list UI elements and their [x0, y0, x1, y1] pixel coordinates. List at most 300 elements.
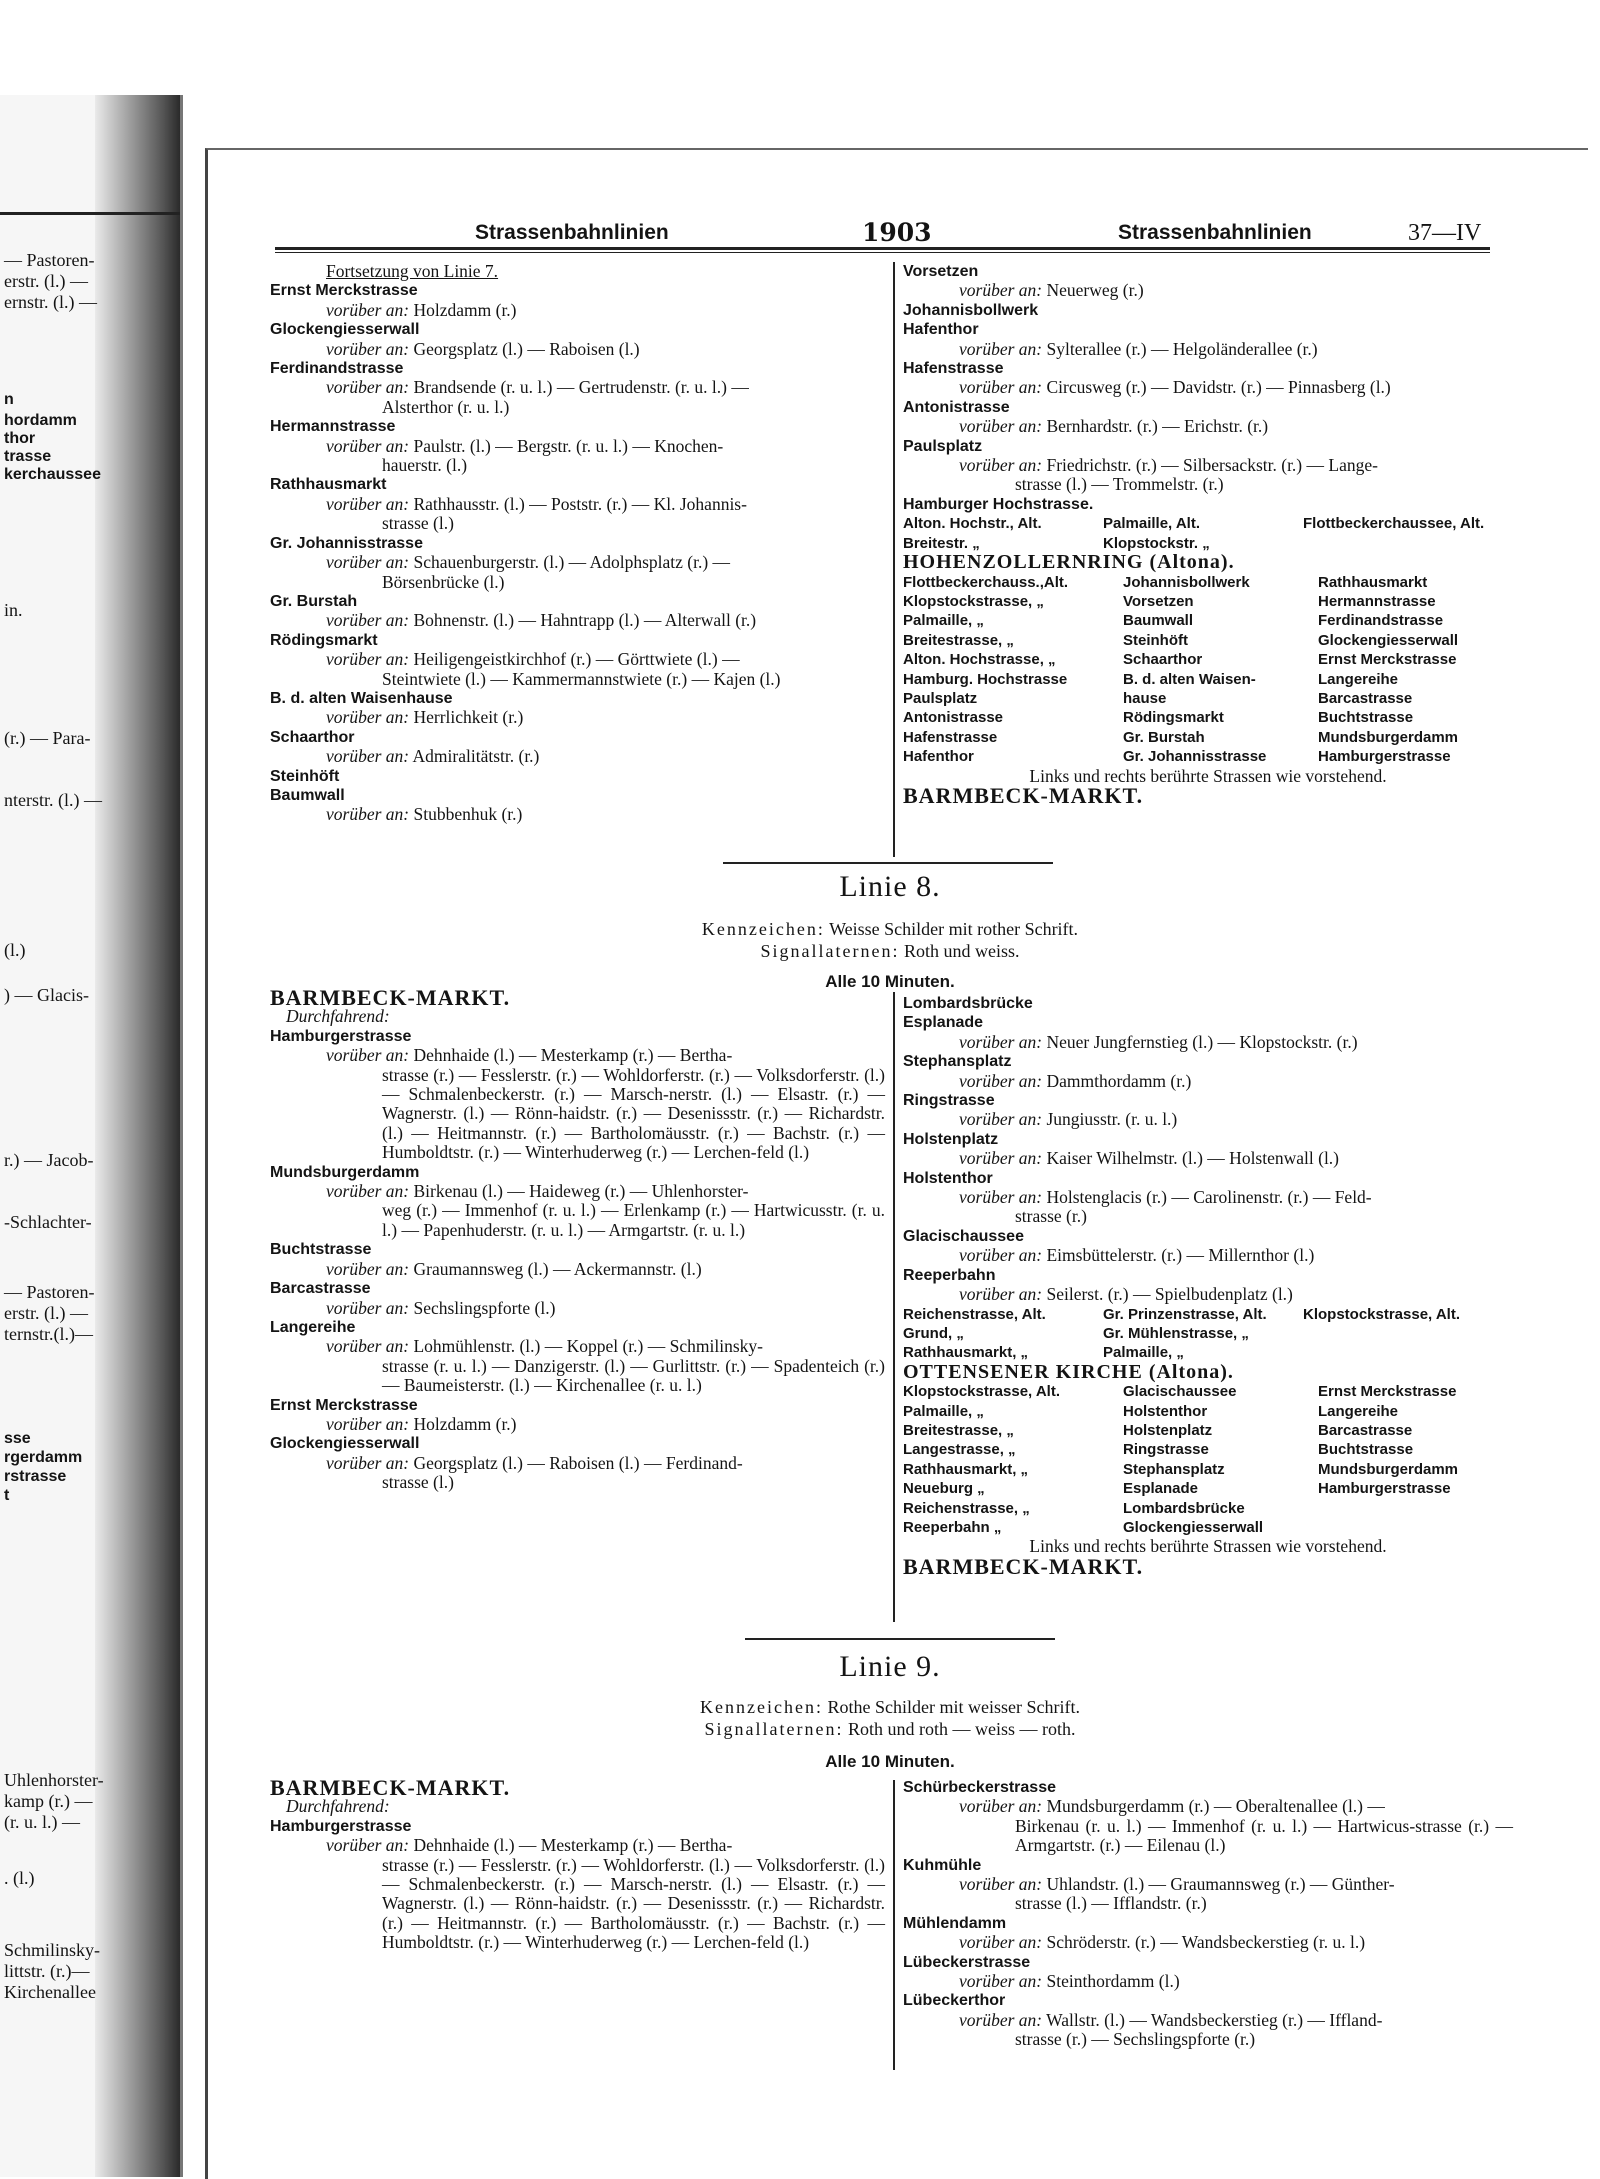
through-label: Durchfahrend: [286, 1796, 390, 1817]
stop-passing [270, 1836, 885, 1855]
passing-label: vorüber an: [959, 377, 1043, 398]
grid-cell: Ringstrasse [1123, 1441, 1209, 1459]
grid-cell: Gr. Burstah [1123, 728, 1205, 746]
stop-name: Schaarthor [270, 728, 355, 746]
stop-name: Baumwall [270, 786, 345, 804]
passing-continued: strasse (r.) — Sechslingspforte (r.) [1015, 2029, 1256, 2050]
passing-label: vorüber an: [326, 1413, 410, 1434]
stop-name: Hamburgerstrasse [270, 1817, 412, 1835]
passing-label: vorüber an: [326, 493, 410, 514]
grid-cell: Hamburgerstrasse [1318, 1480, 1451, 1498]
passing-label: vorüber an: [959, 1187, 1043, 1208]
passing-streets: Neuer Jungfernstieg (l.) — Klopstockstr. (r.) [1046, 1031, 1358, 1052]
header-left: Strassenbahnlinien [475, 221, 669, 244]
linie9-title: Linie 9. [839, 1650, 941, 1683]
passing-streets: Sylterallee (r.) — Helgoländerallee (r.) [1046, 338, 1318, 359]
passing-label: vorüber an: [326, 552, 410, 573]
stop-passing [270, 1454, 885, 1473]
stop-passing [903, 1285, 1513, 1304]
passing-continued: strasse (r. u. l.) — Danzigerstr. (l.) — Gurlittstr. (r.) — Spadenteich (r.) — Baumeisterstr. (l.) — Kirchenallee (r. u. l.) [382, 1355, 885, 1396]
stop-passing [270, 437, 885, 456]
linie8-kennzeichen-text: Weisse Schilder mit rother Schrift. [829, 919, 1079, 939]
through-label: Durchfahrend: [286, 1006, 390, 1027]
grid-cell: Schaarthor [1123, 651, 1203, 669]
passing-continued: hauerstr. (l.) [382, 455, 468, 476]
grid-cell [1303, 1324, 1513, 1343]
stop-name: Ferdinandstrasse [270, 360, 404, 378]
stop-name: Buchtstrasse [270, 1241, 372, 1259]
left-page-line: in. [4, 600, 23, 620]
grid-cell: Ferdinandstrasse [1318, 612, 1444, 630]
grid-cell: Hamburgerstrasse [1318, 748, 1451, 766]
header-rule [275, 247, 1490, 250]
stop-name: Hamburger Hochstrasse. [903, 495, 1094, 513]
stop-name: Lübeckerthor [903, 1992, 1006, 2010]
left-page-line: rstrasse [4, 1468, 67, 1485]
passing-continued: strasse (l.) [382, 1472, 454, 1493]
passing-streets: Neuerweg (r.) [1046, 280, 1144, 301]
stop-passing [270, 708, 885, 727]
grid-cell: hause [1123, 689, 1167, 707]
passing-continued: strasse (l.) — Trommelstr. (r.) [1015, 474, 1224, 495]
grid-cell: Hamburg. Hochstrasse [903, 670, 1068, 688]
linie9-interval: Alle 10 Minuten. [825, 1752, 955, 1771]
grid-cell: Rathhausmarkt [1318, 573, 1428, 591]
grid-cell: Klopstockstrasse, Alt. [1303, 1305, 1460, 1323]
stop-passing [270, 378, 885, 397]
passing-label: vorüber an: [959, 455, 1043, 476]
grid-cell: Langestrasse, „ [903, 1441, 1016, 1459]
header-rule-thin [275, 252, 1490, 253]
passing-streets: Brandsende (r. u. l.) — Gertrudenstr. (r. u. l.) — [413, 377, 749, 398]
passing-streets: Seilerst. (r.) — Spielbudenplatz (l.) [1046, 1284, 1293, 1305]
passing-streets: Holstenglacis (r.) — Carolinenstr. (r.) — Feld- [1046, 1187, 1372, 1208]
left-page-line: thor [4, 430, 36, 447]
passing-streets: Stubbenhuk (r.) [413, 804, 523, 825]
stop-name: Ernst Merckstrasse [270, 1396, 418, 1414]
stop-name: Barcastrasse [270, 1280, 371, 1298]
stop-passing [903, 1875, 1513, 1894]
stop-name: Reeperbahn [903, 1266, 996, 1284]
stop-name: Mühlendamm [903, 1914, 1007, 1932]
passing-streets: Circusweg (r.) — Davidstr. (r.) — Pinnasberg (l.) [1046, 377, 1391, 398]
grid-cell: Steinhöft [1123, 631, 1188, 649]
stop-passing [270, 1337, 885, 1356]
linie8-signal [560, 940, 1220, 962]
grid-cell: Palmaille, „ [903, 612, 984, 630]
grid-cell: Antonistrasse [903, 709, 1004, 727]
left-page-line: erstr. (l.) — [4, 1303, 88, 1323]
passing-label: vorüber an: [326, 1452, 410, 1473]
grid-cell: Breitestrasse, „ [903, 631, 1014, 649]
passing-label: vorüber an: [959, 2009, 1043, 2030]
left-page-line: trasse [4, 448, 52, 465]
passing-streets: Georgsplatz (l.) — Raboisen (l.) — Ferdinand- [413, 1452, 743, 1473]
altona-streets [903, 514, 1513, 553]
passing-label: vorüber an: [959, 280, 1043, 301]
passing-label: vorüber an: [326, 1297, 410, 1318]
grid-cell: Paulsplatz [903, 689, 978, 707]
grid-cell: Gr. Mühlenstrasse, „ [1103, 1324, 1249, 1342]
grid-cell: Buchtstrasse [1318, 709, 1414, 727]
start-station: BARMBECK-MARKT. [270, 1775, 511, 1800]
passing-label: vorüber an: [326, 1835, 410, 1856]
passing-continued: strasse (l.) [382, 513, 454, 534]
grid-cell [1318, 1518, 1513, 1537]
terminus: BARMBECK-MARKT. [903, 782, 1144, 808]
passing-label: vorüber an: [326, 1258, 410, 1279]
col-linie9-left [270, 1775, 885, 1953]
grid-cell: Rödingsmarkt [1123, 709, 1224, 727]
stop-passing [270, 611, 885, 630]
stop-name: Lübeckerstrasse [903, 1953, 1031, 1971]
grid-cell: Mundsburgerdamm [1318, 728, 1459, 746]
stop-name: Esplanade [903, 1014, 984, 1032]
grid-cell: Reeperbahn „ [903, 1518, 1002, 1536]
grid-cell: Flottbeckerchauss.,Alt. [903, 573, 1069, 591]
col-linie7-right [903, 262, 1513, 808]
stop-name: Kuhmühle [903, 1856, 982, 1874]
passing-label: vorüber an: [959, 338, 1043, 359]
stop-passing [903, 1933, 1513, 1952]
stop-name: Schürbeckerstrasse [903, 1779, 1056, 1796]
left-page-line: littstr. (r.)— [4, 1961, 90, 1981]
stop-name: Glacischaussee [903, 1227, 1024, 1245]
grid-cell: Buchtstrasse [1318, 1441, 1414, 1459]
stop-passing [903, 1110, 1513, 1129]
grid-cell: Breitestr. „ [903, 534, 980, 552]
passing-streets: Bernhardstr. (r.) — Erichstr. (r.) [1046, 416, 1269, 437]
left-page-line: Uhlenhorster- [4, 1770, 104, 1790]
left-page-line: kerchaussee [4, 466, 101, 483]
grid-cell: Palmaille, „ [903, 1402, 984, 1420]
passing-label: vorüber an: [959, 1284, 1043, 1305]
grid-cell: Glockengiesserwall [1318, 631, 1459, 649]
passing-streets: Steinthordamm (l.) [1046, 1971, 1180, 1992]
grid-cell: Alton. Hochstr., Alt. [903, 515, 1042, 533]
stop-name: Paulsplatz [903, 437, 983, 455]
zone-heading: HOHENZOLLERNRING (Altona). [903, 551, 1235, 574]
linie9-kennzeichen-label: Kennzeichen: [700, 1697, 823, 1717]
left-page-line: hordamm [4, 412, 77, 429]
book-binding [95, 95, 180, 2177]
passing-streets: Schröderstr. (r.) — Wandsbeckerstieg (r. u. l.) [1046, 1932, 1366, 1953]
altona-streets [903, 1305, 1513, 1363]
stop-passing [270, 1046, 885, 1065]
grid-cell: Reichenstrasse, Alt. [903, 1305, 1046, 1323]
stop-passing [903, 417, 1513, 436]
stop-name: Hermannstrasse [270, 418, 396, 436]
left-page-line: kamp (r.) — [4, 1791, 93, 1811]
stop-passing [270, 1260, 885, 1279]
grid-cell: Neueburg „ [903, 1480, 985, 1498]
stop-passing [270, 301, 885, 320]
grid-cell: Klopstockstrasse, „ [903, 592, 1044, 610]
passing-streets: Lohmühlenstr. (l.) — Koppel (r.) — Schmilinsky- [413, 1336, 763, 1357]
stop-name: Stephansplatz [903, 1053, 1012, 1071]
stop-name: Gr. Burstah [270, 592, 358, 610]
passing-label: vorüber an: [959, 1971, 1043, 1992]
linie8-signal-label: Signallaternen: [760, 941, 900, 961]
linie9-signal-label: Signallaternen: [704, 1719, 844, 1739]
stop-name: Vorsetzen [903, 263, 979, 280]
grid-cell: Rathhausmarkt, „ [903, 1460, 1029, 1478]
passing-label: vorüber an: [959, 416, 1043, 437]
passing-continued: Steintwiete (l.) — Kammermannstwiete (r.) — Kajen (l.) [382, 668, 781, 689]
grid-cell: Mundsburgerdamm [1318, 1460, 1459, 1478]
passing-label: vorüber an: [326, 804, 410, 825]
passing-streets: Bohnenstr. (l.) — Hahntrapp (l.) — Alterwall (r.) [413, 610, 757, 631]
return-note: Links und rechts berührte Strassen wie vorstehend. [1029, 765, 1387, 786]
passing-continued: strasse (r.) — Fesslerstr. (r.) — Wohldorferstr. (l.) — Volksdorferstr. (l.) — Schmalenbeckerstr. (r.) — Marsch-nerstr. (l.) — Elsastr. (r.) — Wagnerstr. (l.) — Rönn-haidstr. (r.) — Desenissstr. (r.) — Richardstr. (r.) — Heitmannstr. (r.) — Bartholomäusstr. (r.) — Bachstr. (r.) — Humboldtstr. (r.) — Winterhuderweg (r.) — Lerchen-feld (l.) [382, 1854, 885, 1953]
passing-streets: Georgsplatz (l.) — Raboisen (l.) [413, 338, 640, 359]
passing-label: vorüber an: [959, 1874, 1043, 1895]
linie8-kennzeichen [560, 918, 1220, 940]
passing-streets: Eimsbüttelerstr. (r.) — Millernthor (l.) [1046, 1245, 1315, 1266]
passing-label: vorüber an: [959, 1109, 1043, 1130]
linie9-signal [560, 1718, 1220, 1740]
passing-continued: weg (r.) — Immenhof (r. u. l.) — Erlenkamp (r.) — Hartwicusstr. (r. u. l.) — Papenhuderstr. (r. u. l.) — Armgartstr. (r. u. l.) [382, 1200, 885, 1240]
stop-name: Steinhöft [270, 767, 340, 785]
grid-cell: Glockengiesserwall [1123, 1518, 1264, 1536]
left-page-line: ernstr. (l.) — [4, 292, 97, 312]
grid-cell: Baumwall [1123, 612, 1194, 630]
stop-name: Hafenthor [903, 321, 979, 339]
grid-cell: Ernst Merckstrasse [1318, 1383, 1457, 1401]
passing-label: vorüber an: [326, 649, 410, 670]
grid-cell: Klopstockstrasse, Alt. [903, 1383, 1060, 1401]
left-page-line: Schmilinsky- [4, 1940, 101, 1960]
linie9-signal-text: Roth und roth — weiss — roth. [847, 1719, 1076, 1739]
grid-cell: Langereihe [1318, 1402, 1399, 1420]
left-page-line: r.) — Jacob- [4, 1150, 94, 1170]
passing-label: vorüber an: [326, 1045, 410, 1066]
stop-passing [270, 1415, 885, 1434]
left-page-line: -Schlachter- [4, 1212, 92, 1232]
grid-cell: Rathhausmarkt, „ [903, 1344, 1029, 1362]
stop-passing [903, 2011, 1513, 2030]
left-page-line: (l.) [4, 940, 26, 960]
stop-name: Ernst Merckstrasse [270, 282, 418, 300]
grid-cell: Klopstockstr. „ [1103, 534, 1210, 552]
col-linie8-right [903, 994, 1513, 1579]
grid-cell: Vorsetzen [1123, 592, 1194, 610]
passing-label: vorüber an: [326, 377, 410, 398]
stop-name: Antonistrasse [903, 398, 1010, 416]
left-page-line: n [4, 391, 14, 408]
passing-streets: Dammthordamm (r.) [1046, 1070, 1192, 1091]
passing-label: vorüber an: [326, 746, 410, 767]
stop-passing [270, 805, 885, 824]
passing-label: vorüber an: [326, 1336, 410, 1357]
zone-heading: OTTENSENER KIRCHE (Altona). [903, 1360, 1234, 1383]
grid-cell: Holstenthor [1123, 1402, 1208, 1420]
left-page-line: ) — Glacis- [4, 985, 89, 1005]
stop-passing [270, 1182, 885, 1201]
passing-continued: strasse (r.) [1015, 1206, 1087, 1227]
linie8-signal-text: Roth und weiss. [903, 941, 1020, 961]
grid-cell: Hafenthor [903, 748, 974, 766]
stop-name: Hamburgerstrasse [270, 1027, 412, 1045]
return-note: Links und rechts berührte Strassen wie vorstehend. [1029, 1536, 1387, 1557]
grid-cell: Ernst Merckstrasse [1318, 651, 1457, 669]
passing-streets: Dehnhaide (l.) — Mesterkamp (r.) — Bertha- [413, 1045, 733, 1066]
stop-name: Gr. Johannisstrasse [270, 534, 423, 552]
left-page-line: rgerdamm [4, 1449, 83, 1466]
passing-label: vorüber an: [959, 1070, 1043, 1091]
stop-passing [270, 747, 885, 766]
header-year: 1903 [862, 218, 932, 247]
header-right: Strassenbahnlinien [1118, 221, 1312, 244]
left-page-line: — Pastoren- [4, 1282, 95, 1302]
left-page-line: erstr. (l.) — [4, 271, 88, 291]
section-rule-linie9 [745, 1638, 1055, 1640]
passing-label: vorüber an: [326, 610, 410, 631]
stop-passing [270, 1299, 885, 1318]
return-route-grid [903, 1382, 1513, 1537]
grid-cell: Barcastrasse [1318, 689, 1413, 707]
left-page-line: nterstr. (l.) — [4, 790, 102, 810]
passing-streets: Uhlandstr. (l.) — Graumannsweg (r.) — Günther- [1046, 1874, 1395, 1895]
col-linie8-left [270, 985, 885, 1493]
linie9-kennzeichen [560, 1696, 1220, 1718]
left-page-line: t [4, 1487, 10, 1504]
passing-label: vorüber an: [959, 1796, 1043, 1817]
section-rule-linie8 [723, 862, 1053, 864]
passing-label: vorüber an: [326, 1181, 410, 1202]
stop-passing [903, 1188, 1513, 1207]
grid-cell: Holstenplatz [1123, 1421, 1213, 1439]
linie8-interval: Alle 10 Minuten. [825, 972, 955, 991]
grid-cell: Grund, „ [903, 1324, 964, 1342]
stop-passing [903, 281, 1513, 300]
stop-passing [903, 340, 1513, 359]
stop-passing [903, 1149, 1513, 1168]
linie9-kennzeichen-text: Rothe Schilder mit weisser Schrift. [827, 1697, 1080, 1717]
passing-label: vorüber an: [326, 435, 410, 456]
grid-cell: Glacischaussee [1123, 1383, 1237, 1401]
grid-cell: Hafenstrasse [903, 728, 998, 746]
passing-label: vorüber an: [326, 338, 410, 359]
column-divider-bottom [893, 1780, 895, 2070]
passing-streets: Graumannsweg (l.) — Ackermannstr. (l.) [413, 1258, 702, 1279]
grid-cell: Lombardsbrücke [1123, 1499, 1245, 1517]
stop-name: Lombardsbrücke [903, 995, 1033, 1012]
grid-cell: Gr. Prinzenstrasse, Alt. [1103, 1305, 1267, 1323]
terminus: BARMBECK-MARKT. [903, 1553, 1144, 1579]
col-linie9-right [903, 1778, 1513, 2050]
grid-cell: Barcastrasse [1318, 1421, 1413, 1439]
passing-streets: Wallstr. (l.) — Wandsbeckerstieg (r.) — Iffland- [1046, 2009, 1383, 2030]
passing-streets: Paulstr. (l.) — Bergstr. (r. u. l.) — Knochen- [413, 435, 724, 456]
grid-cell: Reichenstrasse, „ [903, 1499, 1030, 1517]
passing-label: vorüber an: [959, 1031, 1043, 1052]
left-page-rule [0, 212, 180, 215]
linie8-kennzeichen-label: Kennzeichen: [701, 919, 825, 939]
stop-name: Holstenthor [903, 1169, 993, 1187]
passing-streets: Herrlichkeit (r.) [413, 707, 524, 728]
left-page-line: (r. u. l.) — [4, 1812, 80, 1832]
stop-passing [903, 378, 1513, 397]
passing-label: vorüber an: [959, 1148, 1043, 1169]
passing-label: vorüber an: [326, 299, 410, 320]
passing-label: vorüber an: [959, 1932, 1043, 1953]
passing-streets: Dehnhaide (l.) — Mesterkamp (r.) — Bertha- [413, 1835, 733, 1856]
passing-streets: Schauenburgerstr. (l.) — Adolphsplatz (r.) — [413, 552, 731, 573]
grid-cell: Flottbeckerchaussee, Alt. [1303, 515, 1485, 533]
grid-cell [1318, 1499, 1513, 1518]
passing-streets: Birkenau (l.) — Haideweg (r.) — Uhlenhorster- [413, 1181, 749, 1202]
passing-streets: Rathhausstr. (l.) — Poststr. (r.) — Kl. Johannis- [413, 493, 747, 514]
stop-passing [270, 650, 885, 669]
stop-name: Mundsburgerdamm [270, 1163, 420, 1181]
return-route-grid [903, 573, 1513, 767]
stop-passing [903, 1246, 1513, 1265]
grid-cell: B. d. alten Waisen- [1123, 670, 1256, 688]
passing-streets: Heiligengeistkirchhof (r.) — Görttwiete (l.) — [413, 649, 740, 670]
grid-cell: Johannisbollwerk [1123, 573, 1250, 591]
passing-continued: Birkenau (r. u. l.) — Immenhof (r. u. l.) — Hartwicus-strasse (r.) — Armgartstr. (r.) — Eilenau (l.) [1015, 1815, 1513, 1856]
passing-streets: Admiralitätstr. (r.) [412, 746, 540, 767]
stop-name: Rödingsmarkt [270, 631, 378, 649]
grid-cell: Stephansplatz [1123, 1460, 1225, 1478]
passing-streets: Kaiser Wilhelmstr. (l.) — Holstenwall (l.) [1046, 1148, 1340, 1169]
grid-cell: Langereihe [1318, 670, 1399, 688]
grid-cell [1303, 534, 1513, 553]
col-linie7-left [270, 262, 885, 825]
stop-name: Glockengiesserwall [270, 321, 420, 339]
stop-name: Langereihe [270, 1318, 356, 1336]
passing-continued: Börsenbrücke (l.) [382, 571, 505, 592]
column-divider-top [893, 262, 895, 857]
stop-passing [903, 1033, 1513, 1052]
grid-cell: Palmaille, „ [1103, 1344, 1184, 1362]
grid-cell: Alton. Hochstrasse, „ [903, 651, 1056, 669]
stop-name: Ringstrasse [903, 1092, 995, 1110]
stop-name: Rathhausmarkt [270, 476, 387, 494]
passing-streets: Jungiusstr. (r. u. l.) [1046, 1109, 1178, 1130]
grid-cell: Gr. Johannisstrasse [1123, 748, 1267, 766]
continuation-note: Fortsetzung von Linie 7. [326, 261, 499, 281]
stop-passing [270, 340, 885, 359]
stop-passing [903, 1797, 1513, 1816]
left-page-line: (r.) — Para- [4, 728, 91, 748]
left-page-line: — Pastoren- [4, 250, 95, 270]
grid-cell [1303, 1343, 1513, 1362]
stop-name: B. d. alten Waisenhause [270, 689, 453, 707]
grid-cell: Breitestrasse, „ [903, 1421, 1014, 1439]
passing-streets: Friedrichstr. (r.) — Silbersackstr. (r.) — Lange- [1046, 455, 1378, 476]
left-page-line: sse [4, 1430, 31, 1447]
passing-streets: Holzdamm (r.) [413, 299, 517, 320]
stop-passing [270, 553, 885, 572]
passing-continued: strasse (l.) — Ifflandstr. (r.) [1015, 1893, 1207, 1914]
passing-label: vorüber an: [959, 1245, 1043, 1266]
stop-name: Hafenstrasse [903, 360, 1004, 378]
left-page-line: Kirchenallee [4, 1982, 96, 2002]
stop-passing [903, 1072, 1513, 1091]
passing-streets: Sechslingspforte (l.) [413, 1297, 556, 1318]
grid-cell: Palmaille, Alt. [1103, 515, 1200, 533]
passing-label: vorüber an: [326, 707, 410, 728]
column-divider-middle [893, 992, 895, 1622]
left-page-line: ternstr.(l.)— [4, 1324, 93, 1344]
stop-name: Glockengiesserwall [270, 1435, 420, 1453]
page-number: 37—IV [1408, 220, 1482, 246]
passing-continued: Alsterthor (r. u. l.) [382, 396, 510, 417]
linie8-title: Linie 8. [839, 870, 941, 903]
passing-streets: Holzdamm (r.) [413, 1413, 517, 1434]
